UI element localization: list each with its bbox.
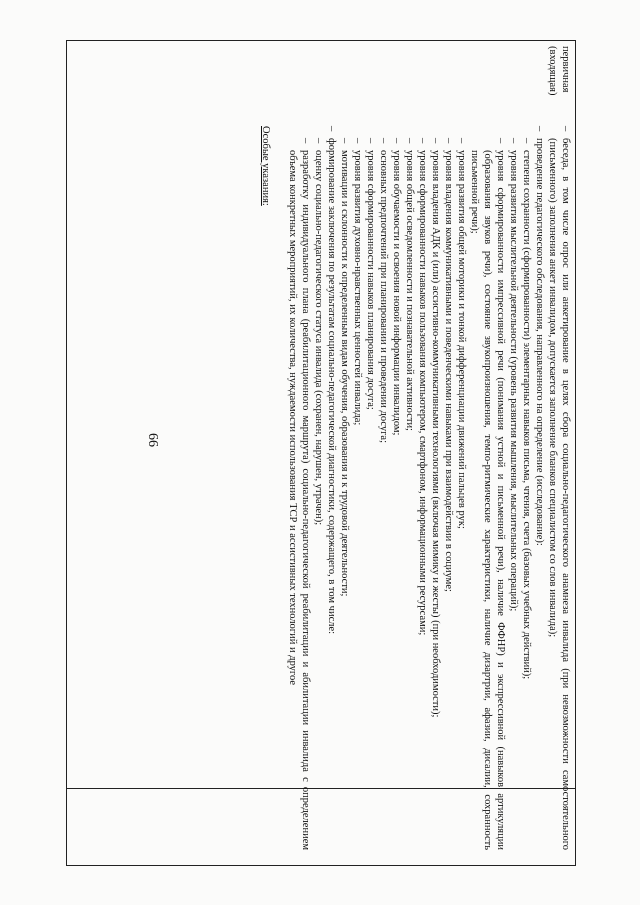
sub-list-item: – основных предпочтений при планировании и проведении досуга; [377,126,390,850]
sub-list-item: – уровня владения АДК и (или) ассистивно-коммуникативными технологиями (включая мимику и жесты) (при необходимости); [429,126,442,850]
sub-list-item: – степени сохранности (сформированности) элементарных навыков письма, чтения, счета (базовых учебных действий); [520,126,533,850]
sub-list-item: – уровня сформированности навыков планирования досуга; [364,126,377,850]
list-item: – беседа, в том числе опрос или анкетирование в целях сбора социально-педагогического анамнеза инвалида (при невозможности самостоятельного (письменного) заполнения анкет инвалидом, допускается заполнение бланков специалистом со слов инвалида); [546,126,572,850]
sub-list-item: – уровня сформированности навыков пользования компьютером, смартфоном, информационными ресурсами; [416,126,429,850]
list-item: – проведение педагогического обследования, направленного на определение (исследование): [533,126,546,850]
rotated-table-content [66,40,576,866]
stage-line-1: первичная [560,46,571,93]
special-notes-label: Особые указания: [260,126,271,206]
sub-list-item: – уровня общей осведомленности и познавательной активности; [403,126,416,850]
table-cell-activities [66,118,576,858]
list-item: – формирование заключения по результатам социально-педагогической диагностики, содержащего, в том числе: [325,126,338,850]
sub-list-item: – уровня развития мыслительной деятельности (уровень развития мышления, мыслительных операций); [507,126,520,850]
sub-list-item: – оценку социально-педагогического статуса инвалида (сохранен, нарушен, утрачен); [312,126,325,850]
sub-list-item: – уровня развития общей моторики и тонкой дифференциации движений пальцев рук; [455,126,468,850]
sub-list-item: – уровня развития духовно-нравственных ценностей инвалида; [351,126,364,850]
sub-list-item: – уровня обучаемости и освоения новой информации инвалидом; [390,126,403,850]
activities-list [286,126,572,850]
sub-list-item: – мотивации и склонности к определенным видам обучения, образования и к трудовой деятельности; [338,126,351,850]
sub-list-item: – уровня сформированности импрессивной речи (понимания устной и письменной речи), наличие ФФНР) и экспрессивной (навыков артикуляции (образования звуков речи), состояние звукопроизношения, темпо-ритмические характеристики, наличие дизартрии, афазии, дисалии, сохранность письменной речи); [468,126,507,850]
table-cell-stage [66,40,576,116]
sub-list-item: – уровня владения коммуникативными и поведенческими навыками при взаимодействии в социуме; [442,126,455,850]
stage-line-2: (входящая) [547,46,558,96]
page-number: 66 [145,433,160,447]
sub-list-item: – разработку индивидуального плана (реабилитационного маршрута) социально-педагогической реабилитации и абилитации инвалида с определением объема конкретных мероприятий, их количества, нуждаемости использования ТСР и ассистивных технологий и другое [286,126,312,850]
